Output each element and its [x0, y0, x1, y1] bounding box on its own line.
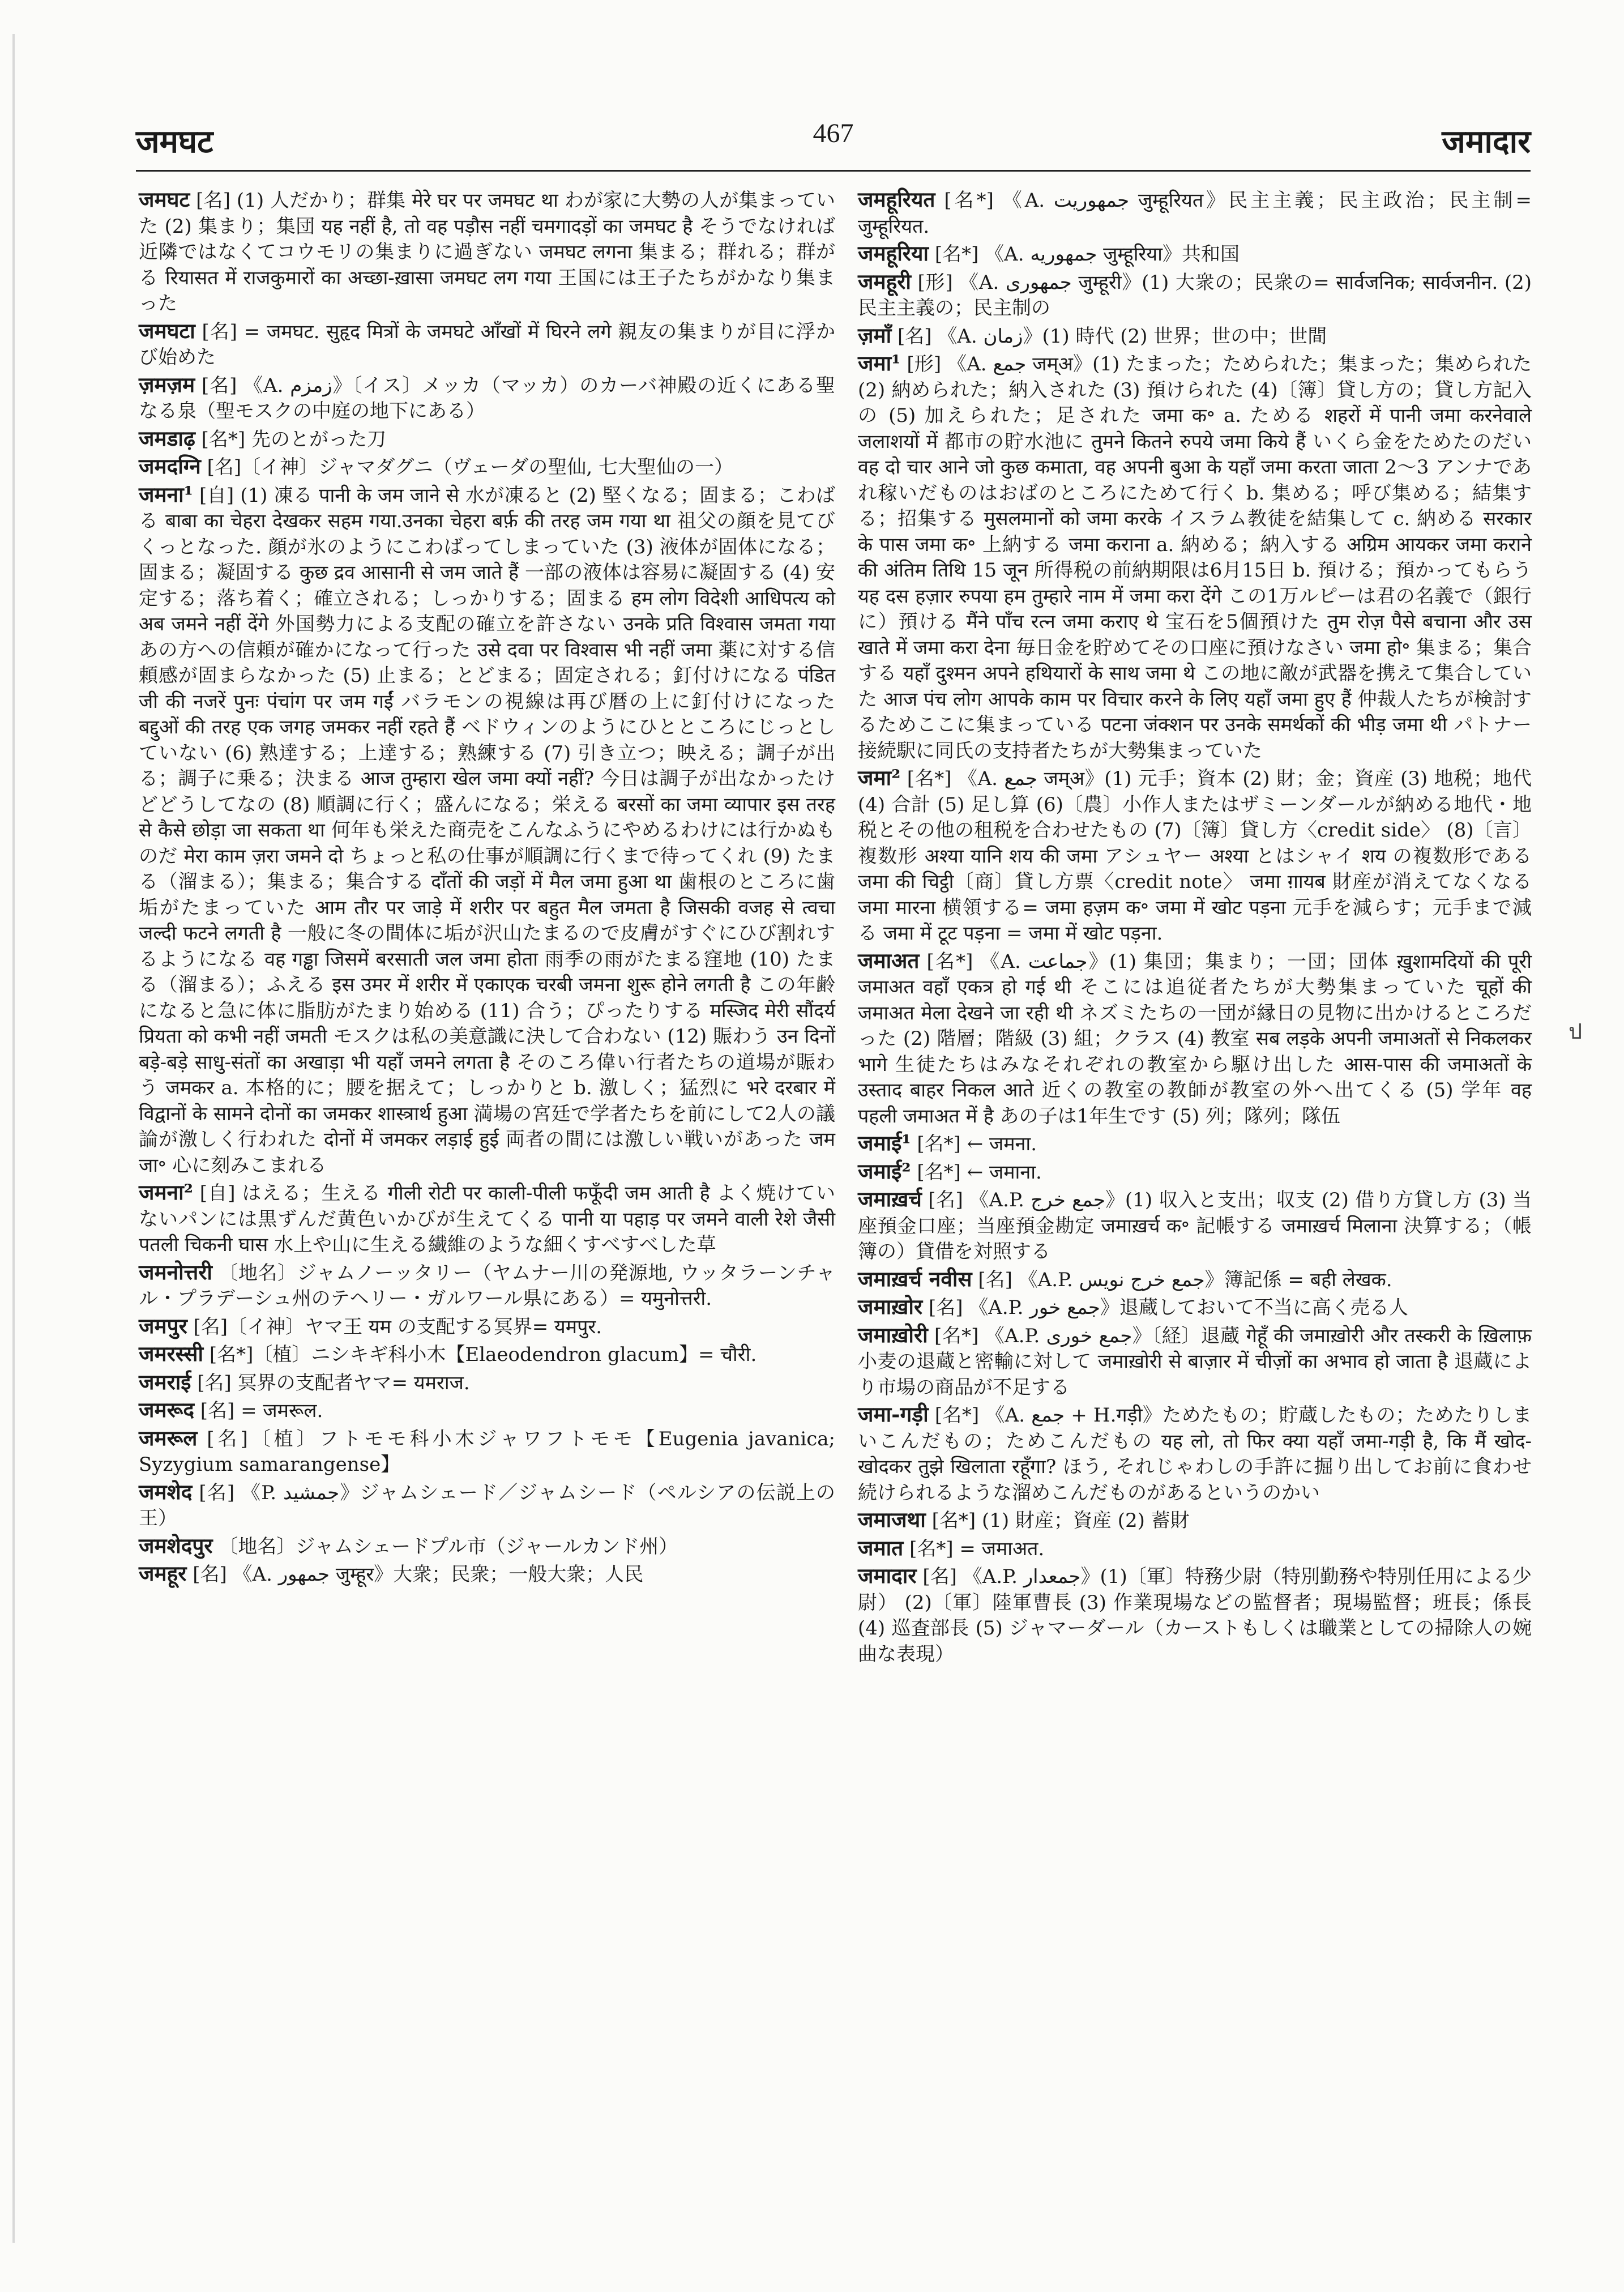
dictionary-entry — [139, 318, 835, 371]
dictionary-entry — [858, 1535, 1532, 1563]
entry-headword: जमाख़र्च नवीस — [858, 1266, 972, 1291]
entry-definition: [名] 《A.P. جمع خرج نویس》簿記係 = बही लेखक. — [978, 1268, 1392, 1291]
entry-headword: जमनोत्तरी — [139, 1259, 212, 1284]
entry-definition: [名] 《A. زمزم》〔イス〕メッカ（マッカ）のカーバ神殿の近くにある聖なる泉（聖モスクの中庭の地下にある） — [139, 374, 835, 422]
entry-headword: जमपुर — [139, 1313, 187, 1338]
entry-headword: जमा² — [858, 765, 901, 790]
dictionary-entry — [858, 1266, 1532, 1294]
entry-definition: [名]〔植〕フトモモ科小木ジャワフトモモ【Eugenia javanica; Syzygium samarangense】 — [139, 1427, 835, 1476]
dictionary-entry — [139, 1425, 835, 1478]
entry-headword: जमाअत — [858, 947, 920, 973]
entry-headword: जमरस्सी — [139, 1341, 204, 1366]
dictionary-entry — [858, 351, 1532, 764]
dictionary-entry — [139, 454, 835, 481]
entry-headword: जमशेदपुर — [139, 1533, 213, 1558]
binding-margin-line — [12, 34, 15, 2243]
entry-definition: [名] 《A. جمهور जुम्हूर》大衆；民衆；一般大衆；人民 — [193, 1563, 644, 1586]
entry-definition: [形] 《A. جمهوری जुम्हूरी》(1) 大衆の；民衆の= सार्वजनिक; सार्वजनीन. (2) 民主主義の；民主制の — [858, 271, 1532, 319]
dictionary-entry — [139, 372, 835, 425]
entry-definition: [名] 《A.P. جمع خور》退蔵しておいて不当に高く売る人 — [928, 1296, 1408, 1319]
entry-definition: [名] 《P. جمشید》ジャムシェード／ジャムシード（ペルシアの伝説上の王） — [139, 1481, 835, 1530]
dictionary-entry — [858, 1563, 1532, 1667]
header-rule — [136, 170, 1531, 172]
entry-headword: जमदग्नि — [139, 454, 201, 479]
entry-definition: [自] はえる；生える गीली रोटी पर काली-पीली फफूँदी जम आती है よく焼けていないパンには黒ずんだ黄色いかびが生えてくる पानी या पहाड़ पर जमने वाली रेशे जैसी पतली चिकनी घास 水上や山に生える繊維のような細くすべすべした草 — [139, 1182, 835, 1256]
entry-headword: जमरूल — [139, 1425, 198, 1450]
entry-headword: जमघट — [139, 187, 190, 212]
dictionary-entry — [139, 1397, 835, 1424]
entry-definition: [名*] 《A. جمع जम्अ》(1) 元手；資本 (2) 財；金；資産 (3) 地税；地代 (4) 合計 (5) 足し算 (6)〔農〕小作人またはザミーンダールが納める地代・地税とその他の租税を合わせたもの (7)〔簿〕貸し方〈credit side〉 (8)〔言〕複数形 अश्या यानि शय की जमा アシュヤー अश्या とはシャイ शय の複数形である जमा की चिट्ठी〔商〕貸し方票〈credit note〉 जमा ग़ायब 財産が消えてなくなる जमा मारना 横領する= जमा हज़म क॰ जमा में खोट पड़ना 元手を減らす；元手まで減る जमा में टूट पड़ना = जमा में खोट पड़ना. — [858, 767, 1532, 945]
entry-definition: [名*] 先のとがった刀 — [201, 428, 386, 451]
page-header — [136, 113, 1531, 164]
entry-headword: जमहूरियत — [858, 187, 935, 212]
entry-headword: जमा-गड़ी — [858, 1402, 929, 1427]
entry-headword: जमाख़र्च — [858, 1186, 922, 1211]
dictionary-entry — [858, 1294, 1532, 1321]
dictionary-entry — [858, 1322, 1532, 1401]
dictionary-entry — [858, 1186, 1532, 1265]
entry-headword: जमाजथा — [858, 1507, 926, 1532]
dictionary-entry — [858, 1507, 1532, 1534]
entry-definition: [名*] 《A.P. جمع خوری》〔経〕退蔵 गेहूँ की जमाख़ोरी और तस्करी के ख़िलाफ़ 小麦の退蔵と密輸に対して जमाख़ोरी से बाज़ार में चीज़ों का अभाव हो जाता है 退蔵により市場の商品が不足する — [858, 1324, 1532, 1399]
entry-definition: [名] = जमरूल. — [200, 1399, 323, 1422]
entry-headword: जमादार — [858, 1563, 917, 1588]
entry-definition: [名*] 《A. جماعت》(1) 集団；集まり；一団；団体 ख़ुशामदियों की पूरी जमाअत वहाँ एकत्र हो गई थी そこには追従者たちが大勢集まっていた चूहों की जमाअत मेला देखने जा रही थी ネズミたちの一団が縁日の見物に出かけるところだった (2) 階層；階級 (3) 組；クラス (4) 教室 सब लड़के अपनी जमाअतों से निकलकर भागे 生徒たちはみなそれぞれの教室から駆け出した आस-पास की जमाअतों के उस्ताद बाहर निकल आते 近くの教室の教師が教室の外へ出てくる (5) 学年 वह पहली जमाअत में है あの子は1年生です (5) 列；隊列；隊伍 — [858, 950, 1532, 1128]
entry-headword: जमाख़ोरी — [858, 1322, 928, 1347]
dictionary-entry — [858, 765, 1532, 947]
left-column — [139, 187, 835, 1589]
dictionary-entry — [139, 1479, 835, 1532]
entry-definition: [自] (1) 凍る पानी के जम जाने से 水が凍ると (2) 堅くなる；固まる；こわばる बाबा का चेहरा देखकर सहम गया.उनका चेहरा बर्फ़ की तरह जम गया था 祖父の顔を見てびくっとなった. 顔が氷のようにこわばってしまっていた (3) 液体が固体になる；固まる；凝固する कुछ द्रव आसानी से जम जाते हैं 一部の液体は容易に凝固する (4) 安定する；落ち着く；確立される；しっかりする；固まる हम लोग विदेशी आधिपत्य को अब जमने नहीं देंगे 外国勢力による支配の確立を許さない उनके प्रति विश्वास जमता गया あの方への信頼が確かになって行った उसे दवा पर विश्वास भी नहीं जमा 薬に対する信頼感が固まらなかった (5) 止まる；とどまる；固定される；釘付けになる पंडित जी की नजरें पुनः पंचांग पर जम गईं バラモンの視線は再び暦の上に釘付けになった बद्दुओं की तरह एक जगह जमकर नहीं रहते हैं ベドウィンのようにひとところにじっとしていない (6) 熟達する；上達する；熟練する (7) 引き立つ；映える；調子が出る；調子に乗る；決まる आज तुम्हारा खेल जमा क्यों नहीं? 今日は調子が出なかったけどどうしてなの (8) 順調に行く；盛んになる；栄える बरसों का जमा व्यापार इस तरह से कैसे छोड़ा जा सकता था 何年も栄えた商売をこんなふうにやめるわけには行かぬものだ मेरा काम ज़रा जमने दो ちょっと私の仕事が順調に行くまで待ってくれ (9) たまる（溜まる）；集まる；集合する दाँतों की जड़ों में मैल जमा हुआ था 歯根のところに歯垢がたまっていた आम तौर पर जाड़े में शरीर पर बहुत मैल जमता है जिसकी वजह से त्वचा जल्दी फटने लगती है 一般に冬の間体に垢が沢山たまるので皮膚がすぐにひび割れするようになる वह गड्ढा जिसमें बरसाती जल जमा होता 雨季の雨がたまる窪地 (10) たまる（溜まる）；ふえる इस उमर में शरीर में एकाएक चरबी जमना शुरू होने लगती है この年齢になると急に体に脂肪がたまり始める (11) 合う；ぴったりする मस्जिद मेरी सौंदर्य प्रियता को कभी नहीं जमती モスクは私の美意識に決して合わない (12) 賑わう उन दिनों बड़े-बड़े साधु-संतों का अखाड़ा भी यहाँ जमने लगता है そのころ偉い行者たちの道場が賑わう जमकर a. 本格的に；腰を据えて；しっかりと b. 激しく；猛烈に भरे दरबार में विद्वानों के सामने दोनों का जमकर शास्त्रार्थ हुआ 満場の宮廷で学者たちを前にして2人の議論が激しく行われた दोनों में जमकर लड़ाई हुई 両者の間には激しい戦いがあった जम जा॰ 心に刻みこまれる — [139, 484, 836, 1177]
running-headword-right: जमादार — [1442, 123, 1531, 160]
dictionary-entry — [139, 1313, 835, 1341]
margin-mark: ป — [1569, 1019, 1583, 1044]
entry-definition: 〔地名〕ジャムノーッタリー（ヤムナー川の発源地, ウッタラーンチャル・プラデーシュ州のテヘリー・ガルワール県にある）= यमुनोत्तरी. — [139, 1261, 836, 1310]
dictionary-entry — [858, 1159, 1532, 1186]
dictionary-entry — [139, 1180, 835, 1258]
entry-definition: [名*] (1) 財産；資産 (2) 蓄財 — [931, 1509, 1190, 1532]
entry-headword: जमहूर — [139, 1561, 187, 1586]
entry-definition: [名*] = जमाअत. — [909, 1537, 1045, 1560]
dictionary-entry — [858, 241, 1532, 268]
entry-headword: जमना² — [139, 1180, 193, 1205]
dictionary-entry — [139, 426, 835, 453]
dictionary-entry — [858, 269, 1532, 322]
running-headword-left: जमघट — [136, 123, 213, 160]
entry-headword: जमाई² — [858, 1158, 911, 1184]
entry-headword: जमघटा — [139, 318, 195, 343]
entry-headword: जमराई — [139, 1369, 191, 1394]
dictionary-entry — [139, 1369, 835, 1397]
entry-definition: [名*] 《A. جمع + H.गड़ी》ためたもの；貯蔵したもの；ためたりしまいこんだもの；ためこんだもの यह लो, तो फिर क्या यहाँ जमा-गड़ी है, कि मैं खोद-खोदकर तुझे खिलाता रहूँगा? ほう, それじゃわしの手許に掘り出してお前に食わせ続けられるような溜めこんだものがあるというのかい — [858, 1404, 1532, 1504]
dictionary-entry — [139, 1561, 835, 1588]
entry-headword: जमहूरिया — [858, 241, 929, 266]
entry-headword: जमना¹ — [139, 481, 193, 507]
entry-headword: जमात — [858, 1535, 904, 1560]
entry-definition: [名] (1) 人だかり；群集 मेरे घर पर जमघट था わが家に大勢の人が集まっていた (2) 集まり；集団 यह नहीं है, तो वह पड़ौस नहीं चमगादड़ों का जमघट है そうでなければ近隣ではなくてコウモリの集まりに過ぎない जमघट लगना 集まる；群れる；群がる रियासत में राजकुमारों का अच्छा-ख़ासा जमघट लग गया 王国には王子たちがかなり集まった — [139, 189, 835, 315]
entry-definition: [名*] ← जमाना. — [917, 1160, 1042, 1184]
dictionary-entry — [139, 1260, 835, 1312]
entry-definition: [名] 《A. زمان》(1) 時代 (2) 世界；世の中；世間 — [897, 325, 1327, 348]
entry-definition: [名] 冥界の支配者ヤマ= यमराज. — [197, 1371, 470, 1394]
entry-definition: [名*] 《A. جمهوريه जुम्हूरिया》共和国 — [934, 243, 1240, 266]
entry-headword: जमाई¹ — [858, 1130, 911, 1155]
page-number: 467 — [813, 118, 854, 148]
entry-definition: [名*]〔植〕ニシキギ科小木【Elaeodendron glacum】= चौरी. — [209, 1343, 757, 1366]
entry-definition: [名]〔イ神〕ヤマ王 यम の支配する冥界= यमपुर. — [193, 1315, 602, 1338]
entry-definition: [名*] ← जमना. — [917, 1133, 1037, 1155]
dictionary-entry — [858, 1402, 1532, 1506]
entry-definition: [名] 《A.P. جمعدار》(1)〔軍〕特務少尉（特別勤務や特別任用による少尉） (2)〔軍〕陸軍曹長 (3) 作業現場などの監督者；現場監督；班長；係長 (4) 巡査部長 (5) ジャマーダール（カーストもしくは職業としての掃除人の婉曲な表現） — [858, 1565, 1532, 1666]
entry-definition: [名] 《A.P. جمع خرج》(1) 収入と支出；収支 (2) 借り方貸し方 (3) 当座預金口座；当座預金勘定 जमाख़र्च क॰ 記帳する जमाख़र्च मिलाना 決算する；（帳簿の）貸借を対照する — [858, 1189, 1532, 1263]
entry-headword: जमडाढ़ — [139, 425, 195, 451]
dictionary-entry — [139, 482, 835, 1179]
entry-definition: [名]〔イ神〕ジャマダグニ（ヴェーダの聖仙, 七大聖仙の一） — [207, 456, 733, 479]
entry-headword: ज़माँ — [858, 322, 892, 348]
entry-definition: [名] = जमघट. सुहृद मित्रों के जमघटे आँखों में घिरने लगे 親友の集まりが目に浮かび始めた — [139, 320, 836, 369]
dictionary-entry — [139, 1533, 835, 1560]
dictionary-entry — [858, 948, 1532, 1130]
entry-headword: जमहूरी — [858, 268, 911, 294]
entry-headword: जमशेद — [139, 1479, 193, 1504]
entry-headword: जमाख़ोर — [858, 1294, 923, 1319]
entry-headword: ज़मज़म — [139, 372, 195, 397]
dictionary-entry — [139, 1341, 835, 1368]
entry-definition: [名*] 《A. جمهوريت जुम्हूरियत》民主主義；民主政治；民主制= जुम्हूरियत. — [858, 189, 1532, 238]
entry-headword: जमा¹ — [858, 351, 901, 375]
right-column — [858, 187, 1532, 1668]
dictionary-entry — [858, 187, 1532, 240]
dictionary-entry — [858, 323, 1532, 350]
entry-definition: 〔地名〕ジャムシェードプル市（ジャールカンド州） — [219, 1535, 678, 1558]
entry-headword: जमरूद — [139, 1397, 194, 1422]
entry-definition: [形] 《A. جمع जम्अ》(1) たまった；ためられた；集まった；集められた (2) 納められた；納入された (3) 預けられた (4)〔簿〕貸し方の；貸し方記入の (5) 加えられた；足された जमा क॰ a. ためる शहरों में पानी जमा करनेवाले जलाशयों में 都市の貯水池に तुमने कितने रुपये जमा किये हैं いくら金をためたのだい वह दो चार आने जो कुछ कमाता, वह अपनी बुआ के यहाँ जमा करता जाता 2〜3 アンナであれ稼いだものはおばのところにためて行く b. 集める；呼び集める；結集する；招集する मुसलमानों को जमा करके イスラム教徒を結集して c. 納める सरकार के पास जमा क॰ 上納する जमा कराना a. 納める；納入する अग्रिम आयकर जमा कराने की अंतिम तिथि 15 जून 所得税の前納期限は6月15日 b. 預ける；預かってもらう यह दस हज़ार रुपया हम तुम्हारे नाम में जमा करा देंगे この1万ルピーは君の名義で（銀行に）預ける मैंने पाँच रत्न जमा कराए थे 宝石を5個預けた तुम रोज़ पैसे बचाना और उस खाते में जमा करा देना 毎日金を貯めてその口座に預けなさい जमा हो॰ 集まる；集合する यहाँ दुश्मन अपने हथियारों के साथ जमा थे この地に敵が武器を携えて集合していた आज पंच लोग आपके काम पर विचार करने के लिए यहाँ जमा हुए हैं 仲裁人たちが検討するためここに集まっている पटना जंक्शन पर उनके समर्थकों की भीड़ जमा थी パトナー接続駅に同氏の支持者たちが大勢集まっていた — [858, 353, 1532, 762]
dictionary-entry — [139, 187, 835, 317]
dictionary-entry — [858, 1130, 1532, 1158]
